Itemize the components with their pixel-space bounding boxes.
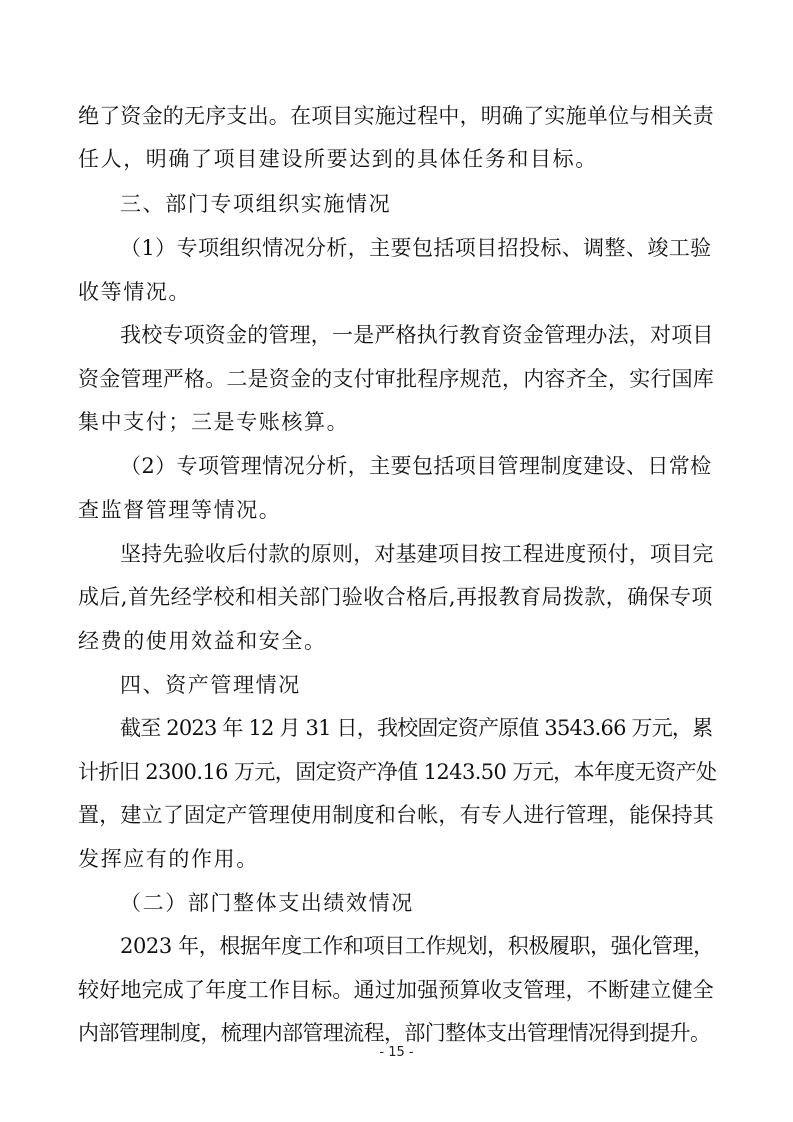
text-line: 较好地完成了年度工作目标。通过加强预算收支管理，不断建立健全 — [78, 978, 714, 1002]
text-line: 坚持先验收后付款的原则，对基建项目按工程进度预付，项目完 — [120, 542, 714, 566]
text-line: 置，建立了固定产管理使用制度和台帐，有专人进行管理，能保持其 — [78, 803, 714, 827]
section-heading: （二）部门整体支出绩效情况 — [120, 891, 414, 915]
text-line: 计折旧 2300.16 万元，固定资产净值 1243.50 万元，本年度无资产处 — [78, 760, 717, 784]
text-line: 绝了资金的无序支出。在项目实施过程中，明确了实施单位与相关责 — [78, 104, 714, 128]
text-line: 查监督管理等情况。 — [78, 498, 282, 522]
section-heading: 四、资产管理情况 — [120, 673, 301, 697]
text-line: 资金管理严格。二是资金的支付审批程序规范，内容齐全，实行国库 — [78, 367, 714, 391]
section-heading: 三、部门专项组织实施情况 — [120, 192, 392, 216]
text-line: 2023 年，根据年度工作和项目工作规划，积极履职，强化管理， — [120, 934, 714, 958]
text-line: 内部管理制度，梳理内部管理流程，部门整体支出管理情况得到提升。 — [78, 1021, 711, 1045]
text-line: 收等情况。 — [78, 280, 191, 304]
page-number: - 15 - — [379, 1045, 414, 1060]
text-line: 经费的使用效益和安全。 — [78, 629, 327, 653]
text-line: 截至 2023 年 12 月 31 日，我校固定资产原值 3543.66 万元，累 — [120, 716, 713, 740]
text-line: 任人，明确了项目建设所要达到的具体任务和目标。 — [78, 147, 598, 171]
subsection-heading: （1）专项组织情况分析，主要包括项目招投标、调整、竣工验 — [120, 236, 712, 260]
text-line: 我校专项资金的管理，一是严格执行教育资金管理办法，对项目 — [120, 323, 714, 347]
subsection-heading: （2）专项管理情况分析，主要包括项目管理制度建设、日常检 — [120, 454, 712, 478]
text-line: 成后,首先经学校和相关部门验收合格后,再报教育局拨款，确保专项 — [78, 585, 713, 609]
text-line: 发挥应有的作用。 — [78, 847, 259, 871]
text-line: 集中支付；三是专账核算。 — [78, 410, 350, 434]
